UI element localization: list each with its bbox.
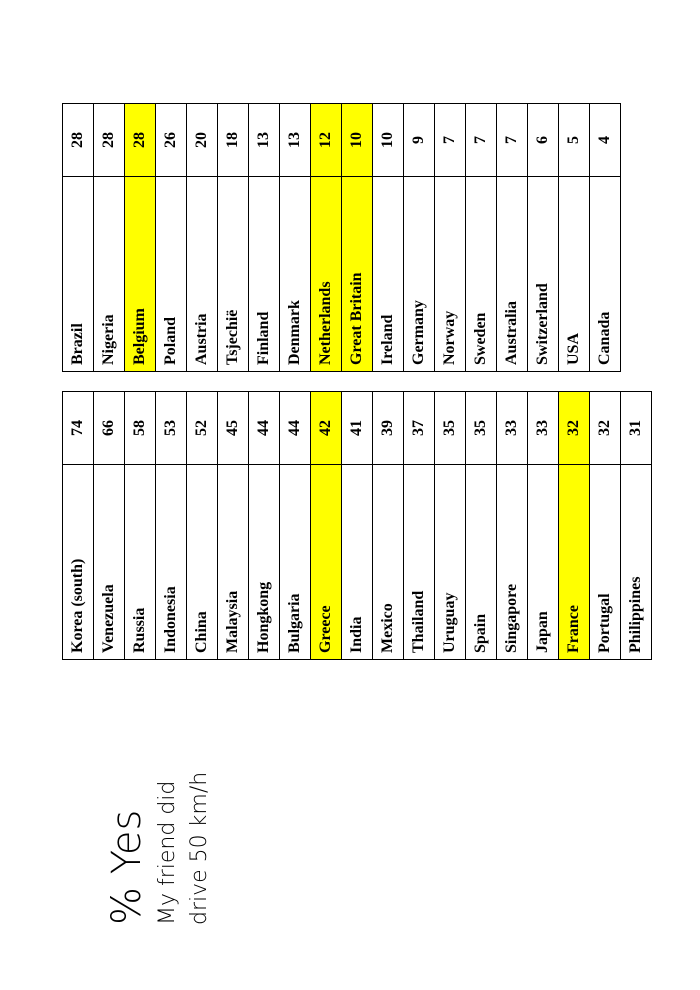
country-name: Greece (311, 465, 342, 660)
percent-yes-value: 35 (466, 392, 497, 465)
table-row (528, 104, 559, 372)
percent-yes-value: 28 (94, 104, 125, 177)
percent-yes-value: 12 (311, 104, 342, 177)
percent-yes-value: 6 (528, 104, 559, 177)
table-row (590, 104, 621, 372)
country-name: Netherlands (311, 177, 342, 372)
caption (105, 725, 213, 925)
country-name: Mexico (373, 465, 404, 660)
table-row (280, 392, 311, 660)
country-name: Switzerland (528, 177, 559, 372)
table-row (404, 392, 435, 660)
table-row (404, 104, 435, 372)
percent-yes-value: 28 (125, 104, 156, 177)
table-row (63, 392, 94, 660)
country-name: Canada (590, 177, 621, 372)
percent-yes-value: 32 (590, 392, 621, 465)
percent-yes-value: 7 (497, 104, 528, 177)
country-name: Hongkong (249, 465, 280, 660)
table-row (466, 104, 497, 372)
country-name: Tsjechië (218, 177, 249, 372)
caption-title: % Yes (104, 809, 150, 925)
percent-yes-value: 74 (63, 392, 94, 465)
table-row (249, 392, 280, 660)
country-name: Austria (187, 177, 218, 372)
percent-yes-value: 37 (404, 392, 435, 465)
country-table-right (62, 103, 621, 372)
percent-yes-value: 41 (342, 392, 373, 465)
percent-yes-value: 42 (311, 392, 342, 465)
table-row (621, 392, 652, 660)
table-row (187, 104, 218, 372)
table-row (559, 104, 590, 372)
percent-yes-value: 7 (466, 104, 497, 177)
percent-yes-value: 66 (94, 392, 125, 465)
table-row (156, 104, 187, 372)
percent-yes-value: 18 (218, 104, 249, 177)
table-row (63, 104, 94, 372)
table-row (249, 104, 280, 372)
percent-yes-value: 45 (218, 392, 249, 465)
percent-yes-value: 9 (404, 104, 435, 177)
country-name: Norway (435, 177, 466, 372)
country-table-left (62, 391, 652, 660)
percent-yes-value: 28 (63, 104, 94, 177)
country-name: Indonesia (156, 465, 187, 660)
caption-line-2: drive 50 km/h (187, 771, 212, 925)
table-row (466, 392, 497, 660)
percent-yes-value: 10 (373, 104, 404, 177)
table-row (125, 104, 156, 372)
country-name: Philippines (621, 465, 652, 660)
table-row (94, 104, 125, 372)
percent-yes-value: 7 (435, 104, 466, 177)
percent-yes-value: 13 (249, 104, 280, 177)
country-name: Great Britain (342, 177, 373, 372)
country-name: Japan (528, 465, 559, 660)
country-name: USA (559, 177, 590, 372)
percent-yes-value: 35 (435, 392, 466, 465)
percent-yes-value: 31 (621, 392, 652, 465)
country-name: Sweden (466, 177, 497, 372)
table-row (497, 392, 528, 660)
table-row (218, 104, 249, 372)
percent-yes-value: 44 (249, 392, 280, 465)
table-row (373, 392, 404, 660)
country-name: Singapore (497, 465, 528, 660)
table-row (218, 392, 249, 660)
country-name: Germany (404, 177, 435, 372)
percent-yes-value: 53 (156, 392, 187, 465)
country-name: Portugal (590, 465, 621, 660)
country-name: Venezuela (94, 465, 125, 660)
country-name: Nigeria (94, 177, 125, 372)
percent-yes-value: 20 (187, 104, 218, 177)
country-name: Finland (249, 177, 280, 372)
country-name: Ireland (373, 177, 404, 372)
table-row (280, 104, 311, 372)
country-name: Spain (466, 465, 497, 660)
country-name: Korea (south) (63, 465, 94, 660)
table-row (187, 392, 218, 660)
caption-line-1: My friend did (155, 780, 180, 925)
percent-yes-value: 33 (497, 392, 528, 465)
country-name: India (342, 465, 373, 660)
table-row (156, 392, 187, 660)
country-name: Thailand (404, 465, 435, 660)
table-row (435, 392, 466, 660)
table-row (342, 104, 373, 372)
country-name: Russia (125, 465, 156, 660)
percent-yes-value: 10 (342, 104, 373, 177)
table-row (94, 392, 125, 660)
table-row (497, 104, 528, 372)
percent-yes-value: 4 (590, 104, 621, 177)
country-name: France (559, 465, 590, 660)
percent-yes-value: 52 (187, 392, 218, 465)
table-row (311, 104, 342, 372)
percent-yes-value: 32 (559, 392, 590, 465)
table-row (435, 104, 466, 372)
country-name: Bulgaria (280, 465, 311, 660)
country-name: Brazil (63, 177, 94, 372)
table-row (528, 392, 559, 660)
table-row (311, 392, 342, 660)
percent-yes-value: 33 (528, 392, 559, 465)
country-name: Australia (497, 177, 528, 372)
percent-yes-value: 26 (156, 104, 187, 177)
table-row (373, 104, 404, 372)
percent-yes-value: 13 (280, 104, 311, 177)
table-row (590, 392, 621, 660)
country-name: Denmark (280, 177, 311, 372)
table-row (559, 392, 590, 660)
country-name: China (187, 465, 218, 660)
percent-yes-value: 58 (125, 392, 156, 465)
country-name: Uruguay (435, 465, 466, 660)
country-name: Malaysia (218, 465, 249, 660)
table-row (342, 392, 373, 660)
percent-yes-value: 39 (373, 392, 404, 465)
country-name: Belgium (125, 177, 156, 372)
percent-yes-value: 5 (559, 104, 590, 177)
table-row (125, 392, 156, 660)
percent-yes-value: 44 (280, 392, 311, 465)
country-name: Poland (156, 177, 187, 372)
